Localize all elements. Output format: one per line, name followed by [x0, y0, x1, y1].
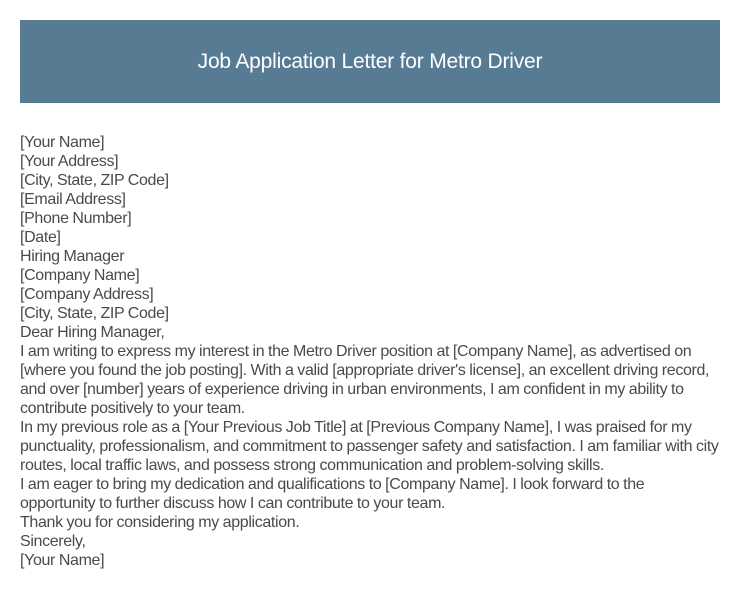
letter-date: [Date]: [20, 229, 61, 246]
paragraph-experience: In my previous role as a [Your Previous Job Title] at [Previous Company Name], I was praised for my punctuality, professionalism, and commitment to passenger safety and satisfaction. I am familiar with city routes, local traffic laws, and possess strong communication and problem-solving skills.: [20, 419, 719, 474]
sender-phone: [Phone Number]: [20, 210, 132, 227]
paragraph-thanks: Thank you for considering my application.: [20, 514, 300, 531]
signature: [Your Name]: [20, 552, 105, 569]
salutation: Dear Hiring Manager,: [20, 324, 165, 341]
paragraph-intro: I am writing to express my interest in the Metro Driver position at [Company Name], as advertised on [where you found the job posting]. With a valid [appropriate driver's license], an excellent driving record, and over [number] years of experience driving in urban environments, I am confident in my ability to contribute positively to your team.: [20, 343, 710, 417]
closing: Sincerely,: [20, 533, 86, 550]
paragraph-eager: I am eager to bring my dedication and qualifications to [Company Name]. I look forward to the opportunity to further discuss how I can contribute to your team.: [20, 476, 645, 512]
letter-body: [20, 133, 722, 570]
sender-name: [Your Name]: [20, 134, 105, 151]
recipient-company-address: [Company Address]: [20, 286, 154, 303]
recipient-title: Hiring Manager: [20, 248, 125, 265]
header-banner: [20, 20, 720, 103]
page-title: Job Application Letter for Metro Driver: [197, 49, 543, 73]
recipient-city-state-zip: [City, State, ZIP Code]: [20, 305, 169, 322]
recipient-company-name: [Company Name]: [20, 267, 140, 284]
sender-city-state-zip: [City, State, ZIP Code]: [20, 172, 169, 189]
sender-address: [Your Address]: [20, 153, 119, 170]
sender-email: [Email Address]: [20, 191, 126, 208]
